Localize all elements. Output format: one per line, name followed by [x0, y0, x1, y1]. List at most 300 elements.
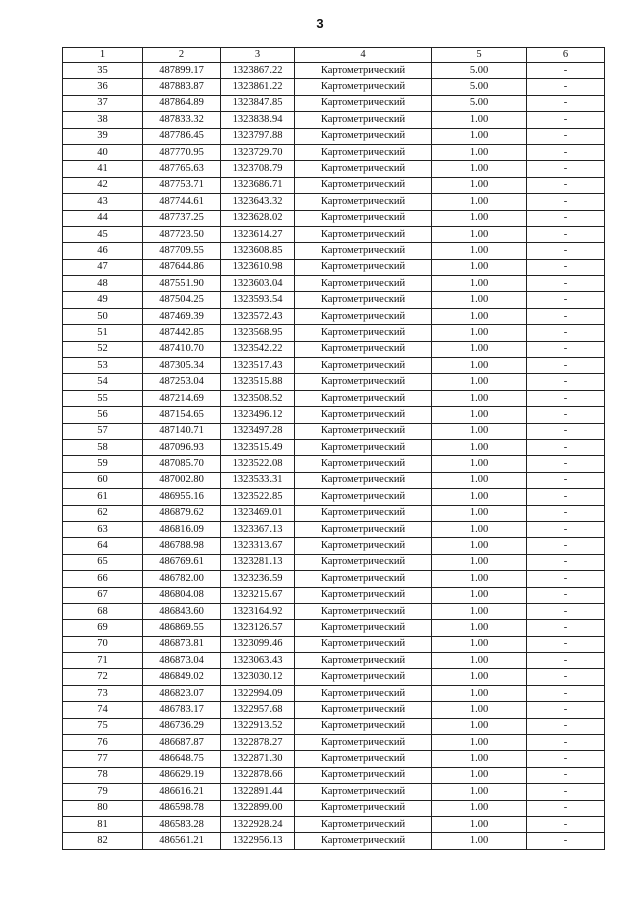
- note-cell: -: [527, 407, 605, 423]
- method-cell: Картометрический: [295, 259, 432, 275]
- accuracy-cell: 1.00: [432, 210, 527, 226]
- note-cell: -: [527, 325, 605, 341]
- point-number-cell: 77: [63, 751, 143, 767]
- accuracy-cell: 1.00: [432, 144, 527, 160]
- accuracy-cell: 1.00: [432, 636, 527, 652]
- point-number-cell: 38: [63, 112, 143, 128]
- y-coordinate-cell: 1323708.79: [221, 161, 295, 177]
- x-coordinate-cell: 487305.34: [143, 358, 221, 374]
- x-coordinate-cell: 487214.69: [143, 390, 221, 406]
- note-cell: -: [527, 653, 605, 669]
- header-row: [63, 48, 605, 63]
- y-coordinate-cell: 1323515.88: [221, 374, 295, 390]
- accuracy-cell: 1.00: [432, 735, 527, 751]
- y-coordinate-cell: 1323281.13: [221, 554, 295, 570]
- x-coordinate-cell: 487154.65: [143, 407, 221, 423]
- table-row: [63, 390, 605, 406]
- accuracy-cell: 1.00: [432, 685, 527, 701]
- note-cell: -: [527, 308, 605, 324]
- accuracy-cell: 1.00: [432, 112, 527, 128]
- y-coordinate-cell: 1322928.24: [221, 816, 295, 832]
- y-coordinate-cell: 1322899.00: [221, 800, 295, 816]
- point-number-cell: 67: [63, 587, 143, 603]
- table-row: [63, 751, 605, 767]
- note-cell: -: [527, 456, 605, 472]
- x-coordinate-cell: 487899.17: [143, 63, 221, 79]
- y-coordinate-cell: 1323508.52: [221, 390, 295, 406]
- accuracy-cell: 1.00: [432, 128, 527, 144]
- method-cell: Картометрический: [295, 456, 432, 472]
- method-cell: Картометрический: [295, 439, 432, 455]
- column-header: 4: [295, 48, 432, 63]
- point-number-cell: 50: [63, 308, 143, 324]
- table-row: [63, 161, 605, 177]
- x-coordinate-cell: 487737.25: [143, 210, 221, 226]
- y-coordinate-cell: 1323614.27: [221, 226, 295, 242]
- note-cell: -: [527, 571, 605, 587]
- y-coordinate-cell: 1323515.49: [221, 439, 295, 455]
- accuracy-cell: 1.00: [432, 489, 527, 505]
- y-coordinate-cell: 1323030.12: [221, 669, 295, 685]
- y-coordinate-cell: 1323496.12: [221, 407, 295, 423]
- method-cell: Картометрический: [295, 95, 432, 111]
- method-cell: Картометрический: [295, 751, 432, 767]
- y-coordinate-cell: 1322878.66: [221, 767, 295, 783]
- x-coordinate-cell: 487864.89: [143, 95, 221, 111]
- method-cell: Картометрический: [295, 800, 432, 816]
- table-row: [63, 685, 605, 701]
- note-cell: -: [527, 505, 605, 521]
- x-coordinate-cell: 486616.21: [143, 784, 221, 800]
- note-cell: -: [527, 784, 605, 800]
- accuracy-cell: 1.00: [432, 243, 527, 259]
- note-cell: -: [527, 423, 605, 439]
- note-cell: -: [527, 292, 605, 308]
- x-coordinate-cell: 487253.04: [143, 374, 221, 390]
- note-cell: -: [527, 243, 605, 259]
- x-coordinate-cell: 487644.86: [143, 259, 221, 275]
- method-cell: Картометрический: [295, 472, 432, 488]
- accuracy-cell: 1.00: [432, 538, 527, 554]
- y-coordinate-cell: 1323603.04: [221, 276, 295, 292]
- method-cell: Картометрический: [295, 276, 432, 292]
- point-number-cell: 64: [63, 538, 143, 554]
- accuracy-cell: 1.00: [432, 521, 527, 537]
- method-cell: Картометрический: [295, 308, 432, 324]
- y-coordinate-cell: 1322956.13: [221, 833, 295, 849]
- note-cell: -: [527, 620, 605, 636]
- y-coordinate-cell: 1323729.70: [221, 144, 295, 160]
- accuracy-cell: 1.00: [432, 603, 527, 619]
- method-cell: Картометрический: [295, 292, 432, 308]
- point-number-cell: 35: [63, 63, 143, 79]
- accuracy-cell: 1.00: [432, 226, 527, 242]
- y-coordinate-cell: 1323533.31: [221, 472, 295, 488]
- note-cell: -: [527, 472, 605, 488]
- note-cell: -: [527, 177, 605, 193]
- point-number-cell: 37: [63, 95, 143, 111]
- point-number-cell: 36: [63, 79, 143, 95]
- method-cell: Картометрический: [295, 718, 432, 734]
- point-number-cell: 55: [63, 390, 143, 406]
- method-cell: Картометрический: [295, 177, 432, 193]
- accuracy-cell: 1.00: [432, 358, 527, 374]
- point-number-cell: 53: [63, 358, 143, 374]
- note-cell: -: [527, 735, 605, 751]
- point-number-cell: 65: [63, 554, 143, 570]
- table-body: [63, 48, 605, 850]
- point-number-cell: 39: [63, 128, 143, 144]
- y-coordinate-cell: 1323572.43: [221, 308, 295, 324]
- point-number-cell: 58: [63, 439, 143, 455]
- y-coordinate-cell: 1323313.67: [221, 538, 295, 554]
- point-number-cell: 43: [63, 194, 143, 210]
- table-row: [63, 144, 605, 160]
- y-coordinate-cell: 1323164.92: [221, 603, 295, 619]
- method-cell: Картометрический: [295, 816, 432, 832]
- note-cell: -: [527, 194, 605, 210]
- point-number-cell: 68: [63, 603, 143, 619]
- table-row: [63, 374, 605, 390]
- accuracy-cell: 1.00: [432, 505, 527, 521]
- table-row: [63, 407, 605, 423]
- method-cell: Картометрический: [295, 325, 432, 341]
- x-coordinate-cell: 486788.98: [143, 538, 221, 554]
- table-row: [63, 210, 605, 226]
- note-cell: -: [527, 341, 605, 357]
- point-number-cell: 60: [63, 472, 143, 488]
- table-row: [63, 554, 605, 570]
- table-row: [63, 276, 605, 292]
- note-cell: -: [527, 161, 605, 177]
- table-row: [63, 603, 605, 619]
- method-cell: Картометрический: [295, 702, 432, 718]
- accuracy-cell: 1.00: [432, 718, 527, 734]
- y-coordinate-cell: 1323610.98: [221, 259, 295, 275]
- x-coordinate-cell: 487410.70: [143, 341, 221, 357]
- table-row: [63, 653, 605, 669]
- note-cell: -: [527, 259, 605, 275]
- accuracy-cell: 5.00: [432, 95, 527, 111]
- note-cell: -: [527, 554, 605, 570]
- y-coordinate-cell: 1322994.09: [221, 685, 295, 701]
- point-number-cell: 74: [63, 702, 143, 718]
- table-row: [63, 587, 605, 603]
- column-header: 5: [432, 48, 527, 63]
- x-coordinate-cell: 486736.29: [143, 718, 221, 734]
- accuracy-cell: 1.00: [432, 816, 527, 832]
- x-coordinate-cell: 487709.55: [143, 243, 221, 259]
- point-number-cell: 81: [63, 816, 143, 832]
- point-number-cell: 71: [63, 653, 143, 669]
- x-coordinate-cell: 487786.45: [143, 128, 221, 144]
- note-cell: -: [527, 374, 605, 390]
- x-coordinate-cell: 486583.28: [143, 816, 221, 832]
- note-cell: -: [527, 767, 605, 783]
- method-cell: Картометрический: [295, 489, 432, 505]
- x-coordinate-cell: 486849.02: [143, 669, 221, 685]
- accuracy-cell: 1.00: [432, 276, 527, 292]
- table-row: [63, 800, 605, 816]
- note-cell: -: [527, 603, 605, 619]
- x-coordinate-cell: 486687.87: [143, 735, 221, 751]
- x-coordinate-cell: 487744.61: [143, 194, 221, 210]
- x-coordinate-cell: 487002.80: [143, 472, 221, 488]
- x-coordinate-cell: 486879.62: [143, 505, 221, 521]
- method-cell: Картометрический: [295, 554, 432, 570]
- point-number-cell: 56: [63, 407, 143, 423]
- x-coordinate-cell: 487833.32: [143, 112, 221, 128]
- point-number-cell: 75: [63, 718, 143, 734]
- method-cell: Картометрический: [295, 423, 432, 439]
- table-row: [63, 112, 605, 128]
- table-row: [63, 95, 605, 111]
- x-coordinate-cell: 487551.90: [143, 276, 221, 292]
- accuracy-cell: 5.00: [432, 79, 527, 95]
- note-cell: -: [527, 685, 605, 701]
- accuracy-cell: 1.00: [432, 325, 527, 341]
- page-number: 3: [316, 16, 324, 31]
- table-row: [63, 784, 605, 800]
- x-coordinate-cell: 486561.21: [143, 833, 221, 849]
- accuracy-cell: 1.00: [432, 439, 527, 455]
- point-number-cell: 79: [63, 784, 143, 800]
- method-cell: Картометрический: [295, 620, 432, 636]
- y-coordinate-cell: 1323867.22: [221, 63, 295, 79]
- note-cell: -: [527, 144, 605, 160]
- table-row: [63, 505, 605, 521]
- accuracy-cell: 1.00: [432, 177, 527, 193]
- table-row: [63, 439, 605, 455]
- x-coordinate-cell: 486823.07: [143, 685, 221, 701]
- x-coordinate-cell: 486955.16: [143, 489, 221, 505]
- x-coordinate-cell: 486598.78: [143, 800, 221, 816]
- y-coordinate-cell: 1323628.02: [221, 210, 295, 226]
- y-coordinate-cell: 1323847.85: [221, 95, 295, 111]
- x-coordinate-cell: 487469.39: [143, 308, 221, 324]
- point-number-cell: 57: [63, 423, 143, 439]
- note-cell: -: [527, 95, 605, 111]
- accuracy-cell: 1.00: [432, 308, 527, 324]
- note-cell: -: [527, 226, 605, 242]
- point-number-cell: 49: [63, 292, 143, 308]
- x-coordinate-cell: 487140.71: [143, 423, 221, 439]
- method-cell: Картометрический: [295, 521, 432, 537]
- note-cell: -: [527, 800, 605, 816]
- x-coordinate-cell: 486648.75: [143, 751, 221, 767]
- point-number-cell: 69: [63, 620, 143, 636]
- y-coordinate-cell: 1323593.54: [221, 292, 295, 308]
- column-header: 6: [527, 48, 605, 63]
- point-number-cell: 80: [63, 800, 143, 816]
- table-row: [63, 194, 605, 210]
- y-coordinate-cell: 1323522.08: [221, 456, 295, 472]
- method-cell: Картометрический: [295, 210, 432, 226]
- note-cell: -: [527, 439, 605, 455]
- method-cell: Картометрический: [295, 128, 432, 144]
- y-coordinate-cell: 1323643.32: [221, 194, 295, 210]
- point-number-cell: 73: [63, 685, 143, 701]
- point-number-cell: 63: [63, 521, 143, 537]
- y-coordinate-cell: 1323608.85: [221, 243, 295, 259]
- note-cell: -: [527, 63, 605, 79]
- method-cell: Картометрический: [295, 112, 432, 128]
- x-coordinate-cell: 486782.00: [143, 571, 221, 587]
- note-cell: -: [527, 702, 605, 718]
- accuracy-cell: 1.00: [432, 587, 527, 603]
- point-number-cell: 47: [63, 259, 143, 275]
- point-number-cell: 44: [63, 210, 143, 226]
- method-cell: Картометрический: [295, 538, 432, 554]
- method-cell: Картометрический: [295, 571, 432, 587]
- table-row: [63, 358, 605, 374]
- point-number-cell: 62: [63, 505, 143, 521]
- x-coordinate-cell: 486629.19: [143, 767, 221, 783]
- point-number-cell: 59: [63, 456, 143, 472]
- method-cell: Картометрический: [295, 767, 432, 783]
- point-number-cell: 78: [63, 767, 143, 783]
- accuracy-cell: 1.00: [432, 423, 527, 439]
- table-row: [63, 489, 605, 505]
- table-row: [63, 521, 605, 537]
- x-coordinate-cell: 486769.61: [143, 554, 221, 570]
- accuracy-cell: 1.00: [432, 194, 527, 210]
- table-row: [63, 718, 605, 734]
- accuracy-cell: 1.00: [432, 800, 527, 816]
- method-cell: Картометрический: [295, 358, 432, 374]
- x-coordinate-cell: 486804.08: [143, 587, 221, 603]
- method-cell: Картометрический: [295, 833, 432, 849]
- table-row: [63, 833, 605, 849]
- method-cell: Картометрический: [295, 79, 432, 95]
- point-number-cell: 42: [63, 177, 143, 193]
- x-coordinate-cell: 486816.09: [143, 521, 221, 537]
- x-coordinate-cell: 487753.71: [143, 177, 221, 193]
- note-cell: -: [527, 538, 605, 554]
- point-number-cell: 46: [63, 243, 143, 259]
- method-cell: Картометрический: [295, 390, 432, 406]
- table-row: [63, 259, 605, 275]
- point-number-cell: 51: [63, 325, 143, 341]
- note-cell: -: [527, 390, 605, 406]
- y-coordinate-cell: 1323861.22: [221, 79, 295, 95]
- y-coordinate-cell: 1323367.13: [221, 521, 295, 537]
- x-coordinate-cell: 487085.70: [143, 456, 221, 472]
- y-coordinate-cell: 1323063.43: [221, 653, 295, 669]
- coordinates-table: [62, 47, 605, 850]
- accuracy-cell: 1.00: [432, 161, 527, 177]
- x-coordinate-cell: 487765.63: [143, 161, 221, 177]
- y-coordinate-cell: 1323469.01: [221, 505, 295, 521]
- method-cell: Картометрический: [295, 407, 432, 423]
- accuracy-cell: 5.00: [432, 63, 527, 79]
- note-cell: -: [527, 816, 605, 832]
- table-row: [63, 571, 605, 587]
- table-row: [63, 243, 605, 259]
- point-number-cell: 82: [63, 833, 143, 849]
- accuracy-cell: 1.00: [432, 456, 527, 472]
- table-row: [63, 292, 605, 308]
- method-cell: Картометрический: [295, 636, 432, 652]
- method-cell: Картометрический: [295, 603, 432, 619]
- point-number-cell: 72: [63, 669, 143, 685]
- method-cell: Картометрический: [295, 194, 432, 210]
- accuracy-cell: 1.00: [432, 554, 527, 570]
- note-cell: -: [527, 636, 605, 652]
- accuracy-cell: 1.00: [432, 653, 527, 669]
- y-coordinate-cell: 1323215.67: [221, 587, 295, 603]
- point-number-cell: 45: [63, 226, 143, 242]
- method-cell: Картометрический: [295, 243, 432, 259]
- point-number-cell: 76: [63, 735, 143, 751]
- point-number-cell: 40: [63, 144, 143, 160]
- method-cell: Картометрический: [295, 735, 432, 751]
- note-cell: -: [527, 128, 605, 144]
- method-cell: Картометрический: [295, 226, 432, 242]
- y-coordinate-cell: 1323797.88: [221, 128, 295, 144]
- y-coordinate-cell: 1323126.57: [221, 620, 295, 636]
- accuracy-cell: 1.00: [432, 390, 527, 406]
- point-number-cell: 52: [63, 341, 143, 357]
- accuracy-cell: 1.00: [432, 472, 527, 488]
- accuracy-cell: 1.00: [432, 571, 527, 587]
- note-cell: -: [527, 587, 605, 603]
- y-coordinate-cell: 1323838.94: [221, 112, 295, 128]
- note-cell: -: [527, 358, 605, 374]
- accuracy-cell: 1.00: [432, 702, 527, 718]
- table-row: [63, 472, 605, 488]
- note-cell: -: [527, 669, 605, 685]
- point-number-cell: 61: [63, 489, 143, 505]
- x-coordinate-cell: 486843.60: [143, 603, 221, 619]
- y-coordinate-cell: 1323236.59: [221, 571, 295, 587]
- note-cell: -: [527, 718, 605, 734]
- point-number-cell: 54: [63, 374, 143, 390]
- table-row: [63, 702, 605, 718]
- accuracy-cell: 1.00: [432, 292, 527, 308]
- x-coordinate-cell: 486873.04: [143, 653, 221, 669]
- point-number-cell: 70: [63, 636, 143, 652]
- column-header: 2: [143, 48, 221, 63]
- x-coordinate-cell: 486783.17: [143, 702, 221, 718]
- table-row: [63, 767, 605, 783]
- accuracy-cell: 1.00: [432, 620, 527, 636]
- point-number-cell: 41: [63, 161, 143, 177]
- method-cell: Картометрический: [295, 587, 432, 603]
- accuracy-cell: 1.00: [432, 833, 527, 849]
- y-coordinate-cell: 1322913.52: [221, 718, 295, 734]
- method-cell: Картометрический: [295, 784, 432, 800]
- table-row: [63, 636, 605, 652]
- note-cell: -: [527, 489, 605, 505]
- x-coordinate-cell: 487442.85: [143, 325, 221, 341]
- accuracy-cell: 1.00: [432, 669, 527, 685]
- table-row: [63, 735, 605, 751]
- table-row: [63, 79, 605, 95]
- y-coordinate-cell: 1322891.44: [221, 784, 295, 800]
- table-row: [63, 177, 605, 193]
- point-number-cell: 48: [63, 276, 143, 292]
- table-row: [63, 456, 605, 472]
- accuracy-cell: 1.00: [432, 374, 527, 390]
- x-coordinate-cell: 487723.50: [143, 226, 221, 242]
- y-coordinate-cell: 1323522.85: [221, 489, 295, 505]
- method-cell: Картометрический: [295, 341, 432, 357]
- x-coordinate-cell: 487504.25: [143, 292, 221, 308]
- x-coordinate-cell: 486869.55: [143, 620, 221, 636]
- note-cell: -: [527, 210, 605, 226]
- column-header: 3: [221, 48, 295, 63]
